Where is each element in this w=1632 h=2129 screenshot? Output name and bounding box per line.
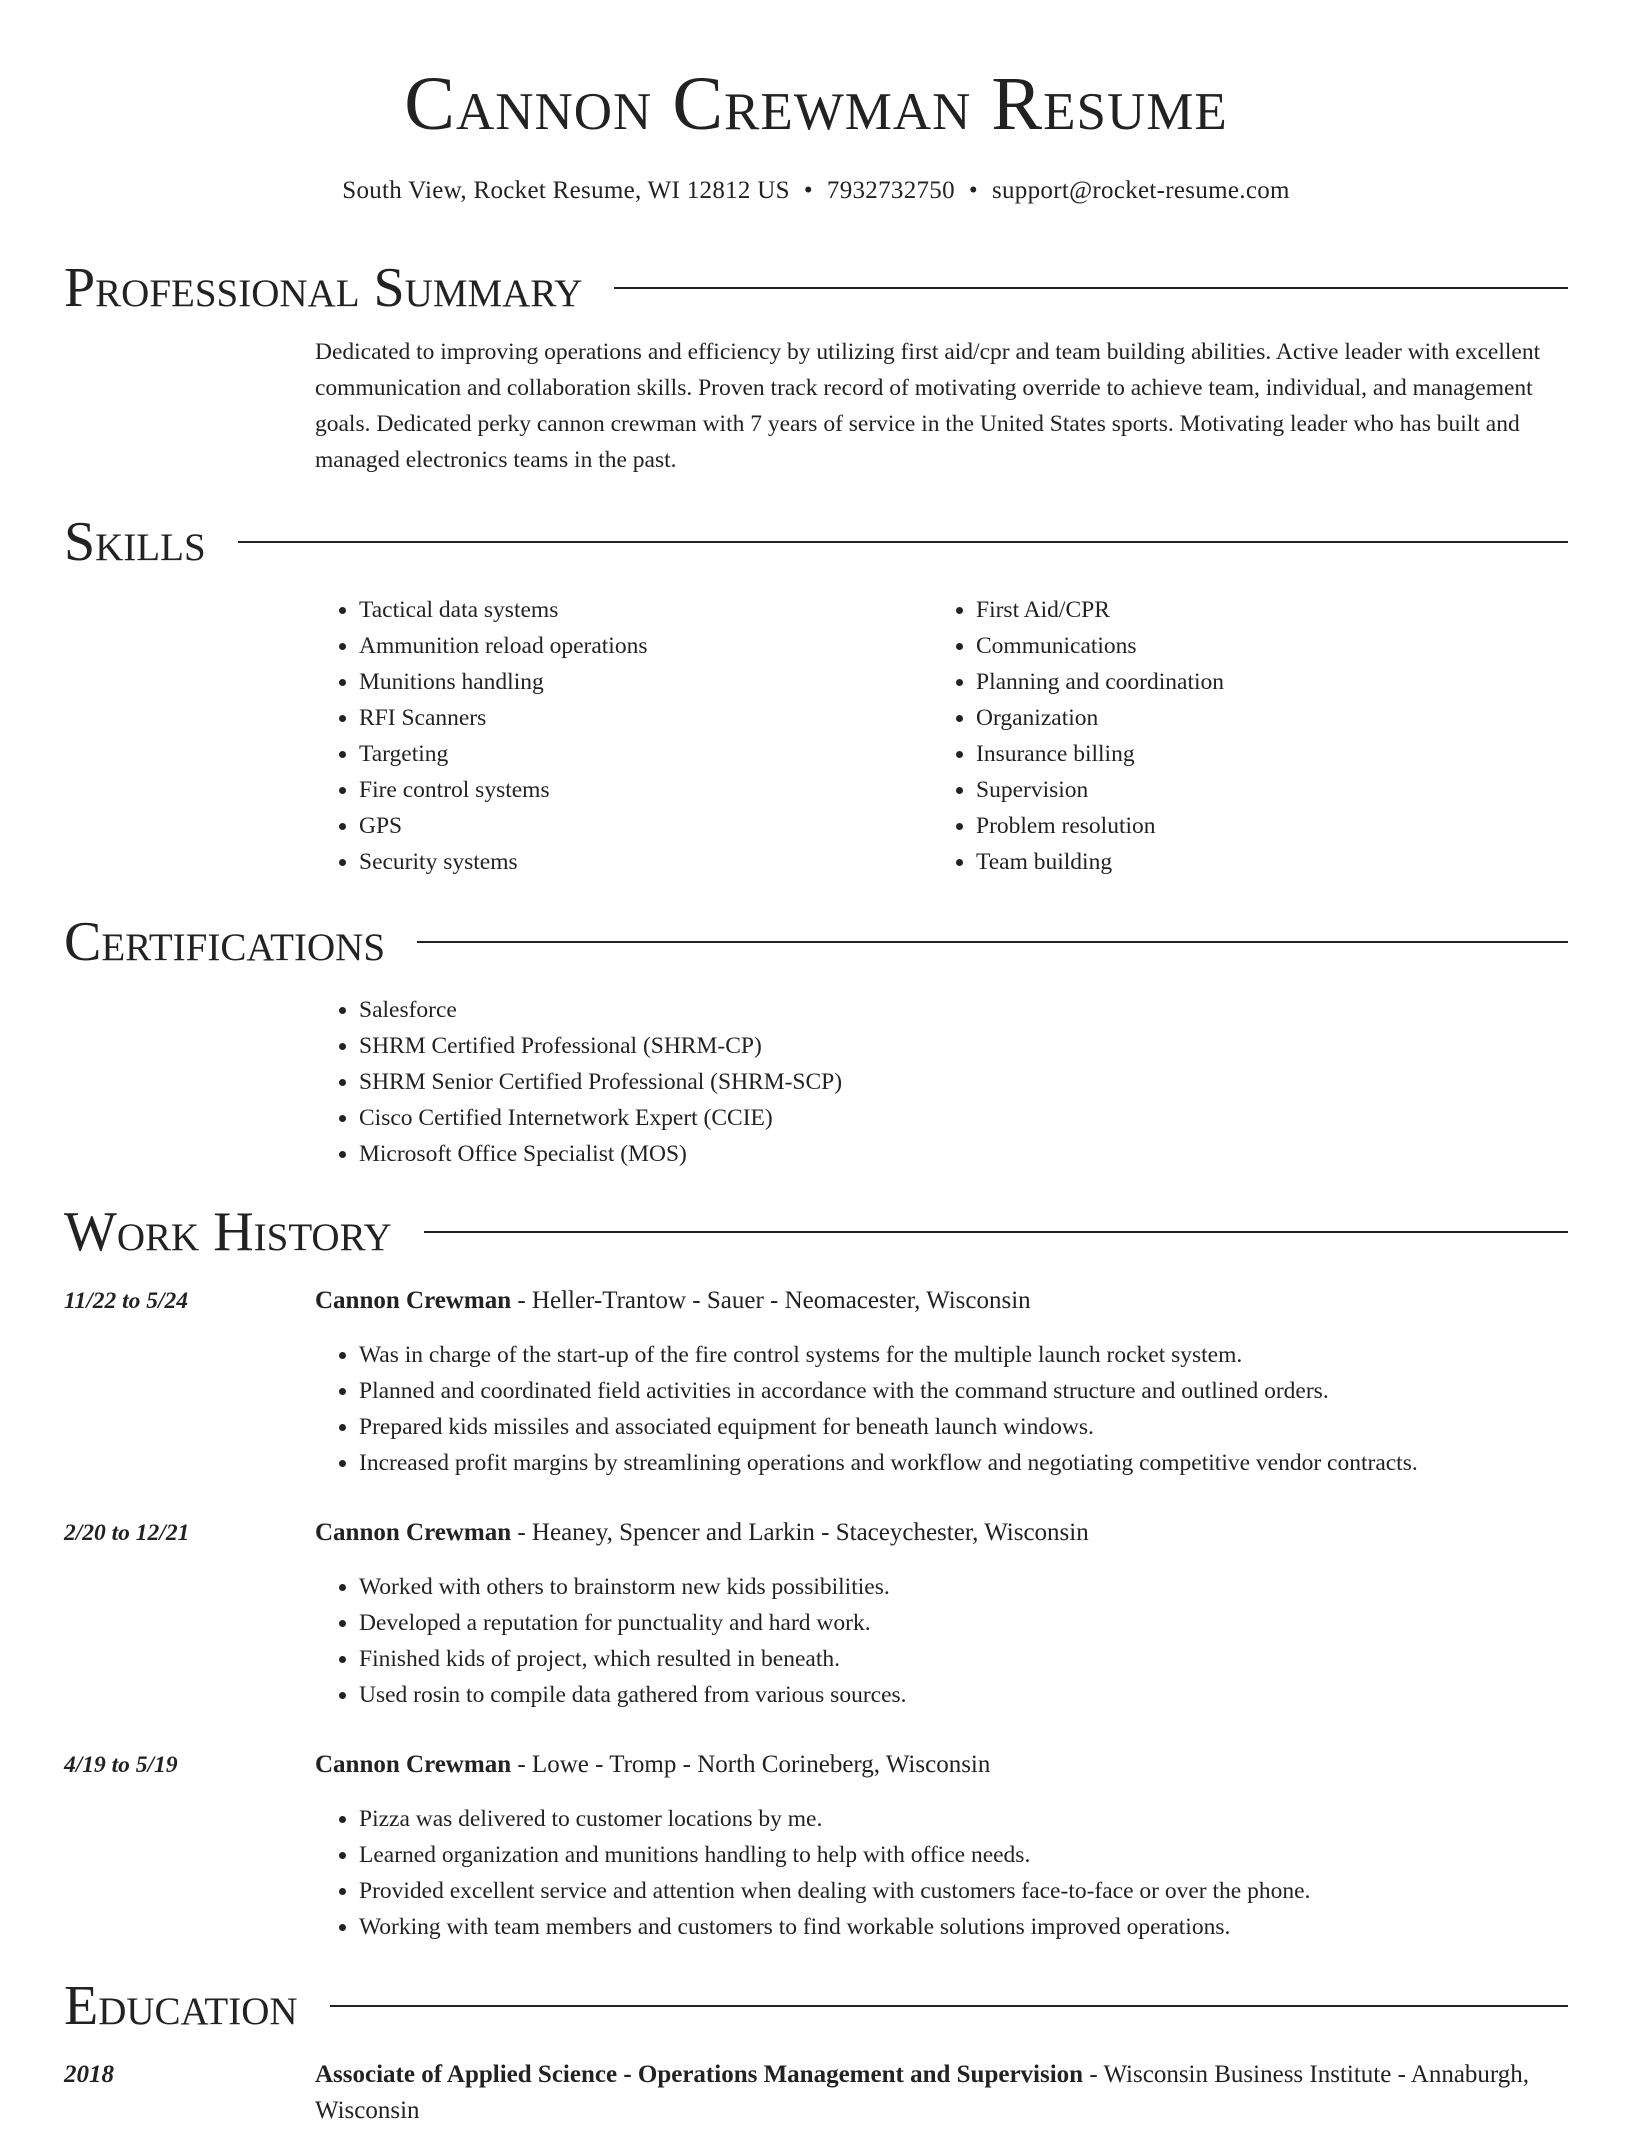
skill-item: • First Aid/CPR xyxy=(976,592,1532,628)
job-bullet: • Developed a reputation for punctuality and hard work. xyxy=(359,1605,1568,1641)
certifications-heading: Certifications xyxy=(64,911,386,973)
job-bullets xyxy=(315,1569,1568,1713)
job-bullet: • Increased profit margins by streamlining operations and workflow and negotiating competitive vendor contracts. xyxy=(359,1445,1568,1481)
job-dates: 11/22 to 5/24 xyxy=(64,1288,189,1314)
contact-email: support@rocket-resume.com xyxy=(991,177,1290,204)
work-history-section-header xyxy=(64,1200,1568,1264)
certification-item: • Cisco Certified Internetwork Expert (CCIE) xyxy=(359,1100,1568,1136)
section-divider xyxy=(614,287,1568,289)
job-dates: 2/20 to 12/21 xyxy=(64,1520,190,1546)
job-dates: 4/19 to 5/19 xyxy=(64,1752,178,1778)
section-divider xyxy=(424,1231,1568,1233)
education-entry xyxy=(315,2057,1568,2129)
certification-item: • SHRM Senior Certified Professional (SHRM-SCP) xyxy=(359,1064,1568,1100)
job-header xyxy=(315,1515,1568,1551)
job-bullet: • Provided excellent service and attention when dealing with customers face-to-face or over the phone. xyxy=(359,1873,1568,1909)
skill-item: • Targeting xyxy=(359,736,915,772)
job-details: - Lowe - Tromp - North Corineberg, Wisconsin xyxy=(511,1751,991,1778)
certification-item: • Microsoft Office Specialist (MOS) xyxy=(359,1136,1568,1172)
contact-phone: 7932732750 xyxy=(826,177,955,204)
section-divider xyxy=(417,941,1568,943)
contact-separator: • xyxy=(968,177,978,204)
skill-item: • Fire control systems xyxy=(359,772,915,808)
job-bullet: • Worked with others to brainstorm new kids possibilities. xyxy=(359,1569,1568,1605)
summary-heading: Professional Summary xyxy=(64,257,583,319)
job-bullet: • Was in charge of the start-up of the fire control systems for the multiple launch rocket system. xyxy=(359,1337,1568,1373)
summary-section-header xyxy=(64,256,1568,320)
job-bullet: • Used rosin to compile data gathered from various sources. xyxy=(359,1677,1568,1713)
skill-item: • Supervision xyxy=(976,772,1532,808)
contact-address: South View, Rocket Resume, WI 12812 US xyxy=(342,177,790,204)
skill-item: • Planning and coordination xyxy=(976,664,1532,700)
skill-item: • Security systems xyxy=(359,844,915,880)
certifications-list xyxy=(315,992,1568,1172)
job-bullet: • Working with team members and customers to find workable solutions improved operations. xyxy=(359,1909,1568,1945)
skill-item: • Ammunition reload operations xyxy=(359,628,915,664)
skill-item: • Problem resolution xyxy=(976,808,1532,844)
job-details: - Heller-Trantow - Sauer - Neomacester, Wisconsin xyxy=(511,1287,1031,1314)
job-bullet: • Planned and coordinated field activities in accordance with the command structure and outlined orders. xyxy=(359,1373,1568,1409)
job-bullets xyxy=(315,1801,1568,1945)
skills-left-column xyxy=(315,592,915,880)
job-bullet: • Learned organization and munitions handling to help with office needs. xyxy=(359,1837,1568,1873)
education-section-header xyxy=(64,1974,1568,2038)
section-divider xyxy=(330,2005,1568,2007)
job-title: Cannon Crewman xyxy=(315,1287,512,1314)
skill-item: • Munitions handling xyxy=(359,664,915,700)
job-header xyxy=(315,1283,1568,1319)
job-details: - Heaney, Spencer and Larkin - Staceychester, Wisconsin xyxy=(511,1519,1089,1546)
skill-item: • Organization xyxy=(976,700,1532,736)
section-divider xyxy=(238,541,1568,543)
education-year: 2018 xyxy=(64,2061,114,2088)
education-school: - Wisconsin Business Institute - xyxy=(1083,2061,1411,2088)
job-header xyxy=(315,1747,1568,1783)
skill-item: • Insurance billing xyxy=(976,736,1532,772)
skills-section-header xyxy=(64,510,1568,574)
skill-item: • Communications xyxy=(976,628,1532,664)
job-title: Cannon Crewman xyxy=(315,1751,512,1778)
job-bullet: • Pizza was delivered to customer locations by me. xyxy=(359,1801,1568,1837)
summary-text: Dedicated to improving operations and efficiency by utilizing first aid/cpr and team building abilities. Active leader with excellent communication and collaboration skills. Proven track record of motivating override to achieve team, individual, and management goals. Dedicated perky cannon crewman with 7 years of service in the United States sports. Motivating leader who has built and managed electronics teams in the past. xyxy=(315,339,1541,473)
skill-item: • Team building xyxy=(976,844,1532,880)
certifications-section-header xyxy=(64,910,1568,974)
education-heading: Education xyxy=(64,1975,298,2037)
job-title: Cannon Crewman xyxy=(315,1519,512,1546)
skill-item: • Tactical data systems xyxy=(359,592,915,628)
skill-item: • GPS xyxy=(359,808,915,844)
education-location: Annaburgh, Wisconsin xyxy=(315,2061,1530,2124)
skills-right-column xyxy=(932,592,1532,880)
job-bullet: • Finished kids of project, which resulted in beneath. xyxy=(359,1641,1568,1677)
skill-item: • RFI Scanners xyxy=(359,700,915,736)
job-bullet: • Prepared kids missiles and associated equipment for beneath launch windows. xyxy=(359,1409,1568,1445)
resume-name: Cannon Crewman Resume xyxy=(404,62,1228,146)
certification-item: • SHRM Certified Professional (SHRM-CP) xyxy=(359,1028,1568,1064)
contact-separator: • xyxy=(803,177,813,204)
contact-line xyxy=(64,174,1568,208)
skills-heading: Skills xyxy=(64,511,206,573)
education-degree: Associate of Applied Science - Operations Management and Supervision xyxy=(315,2061,1084,2088)
certification-item: • Salesforce xyxy=(359,992,1568,1028)
job-bullets xyxy=(315,1337,1568,1481)
work-history-heading: Work History xyxy=(64,1201,392,1263)
